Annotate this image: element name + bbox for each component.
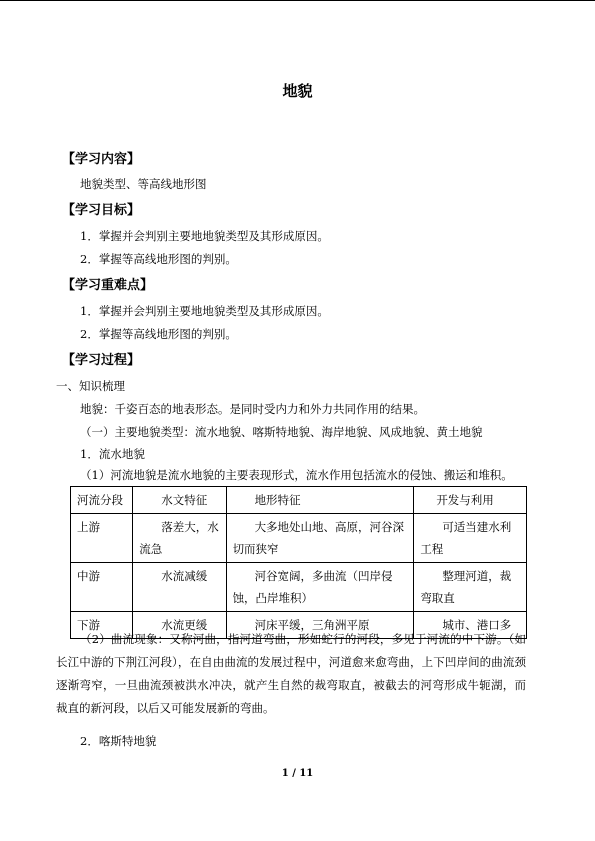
- keypoint-item: 1．掌握并会判别主要地地貌类型及其形成原因。: [80, 304, 329, 318]
- section-heading-process: 【学习过程】: [62, 353, 141, 368]
- table-row: [71, 514, 527, 563]
- section-heading-goals: 【学习目标】: [62, 203, 141, 218]
- river-sections-table: [70, 486, 527, 639]
- content-text: 地貌类型、等高线地形图: [80, 177, 207, 191]
- table-header-cell: 开发与利用: [414, 487, 527, 514]
- table-header-cell: 河流分段: [71, 487, 133, 514]
- table-cell: 水流更缓: [133, 612, 226, 639]
- body-line: 1．流水地貌: [80, 447, 145, 461]
- body-line: 一、知识梳理: [56, 379, 125, 393]
- table-cell: 城市、港口多: [414, 612, 527, 639]
- table-header-row: [71, 487, 527, 514]
- meander-paragraph: （2）曲流现象：又称河曲，指河道弯曲，形如蛇行的河段，多见于河流的中下游。（如长江中游的下荆江河段），在自由曲流的发展过程中，河道愈来愈弯曲，上下凹岸间的曲流颈逐渐弯窄，一旦曲流颈被洪水冲决，就产生自然的裁弯取直，被截去的河弯形成牛轭湖，而裁直的新河段，以后又可能发展新的弯曲。: [56, 632, 526, 715]
- section-heading-keypoints: 【学习重难点】: [62, 278, 154, 293]
- page-title: 地貌: [282, 82, 313, 100]
- table-header-cell: 地形特征: [226, 487, 414, 514]
- goal-item: 2．掌握等高线地形图的判别。: [80, 252, 237, 266]
- body-line: （一）主要地貌类型：流水地貌、喀斯特地貌、海岸地貌、风成地貌、黄土地貌: [80, 425, 483, 439]
- table-cell: 河谷宽阔，多曲流（凹岸侵蚀，凸岸堆积）: [226, 563, 414, 612]
- table-cell: 中游: [71, 563, 133, 612]
- page-number: 1 / 11: [281, 768, 314, 779]
- table-cell: 河床平缓，三角洲平原: [226, 612, 414, 639]
- table-cell: 可适当建水利工程: [414, 514, 527, 563]
- keypoint-item: 2．掌握等高线地形图的判别。: [80, 327, 237, 341]
- top-rule: [0, 0, 595, 1]
- table-cell: 下游: [71, 612, 133, 639]
- table-row: [71, 563, 527, 612]
- body-line: （1）河流地貌是流水地貌的主要表现形式，流水作用包括流水的侵蚀、搬运和堆积。: [80, 468, 513, 482]
- table-cell: 整理河道，裁弯取直: [414, 563, 527, 612]
- table-cell: 水流减缓: [133, 563, 226, 612]
- table-header-cell: 水文特征: [133, 487, 226, 514]
- goal-item: 1．掌握并会判别主要地地貌类型及其形成原因。: [80, 229, 329, 243]
- table-cell: 上游: [71, 514, 133, 563]
- body-line: 2．喀斯特地貌: [80, 734, 157, 748]
- section-heading-content: 【学习内容】: [62, 152, 141, 167]
- body-line: 地貌：千姿百态的地表形态。是同时受内力和外力共同作用的结果。: [80, 402, 425, 416]
- table-cell: 大多地处山地、高原，河谷深切而狭窄: [226, 514, 414, 563]
- table-cell: 落差大，水流急: [133, 514, 226, 563]
